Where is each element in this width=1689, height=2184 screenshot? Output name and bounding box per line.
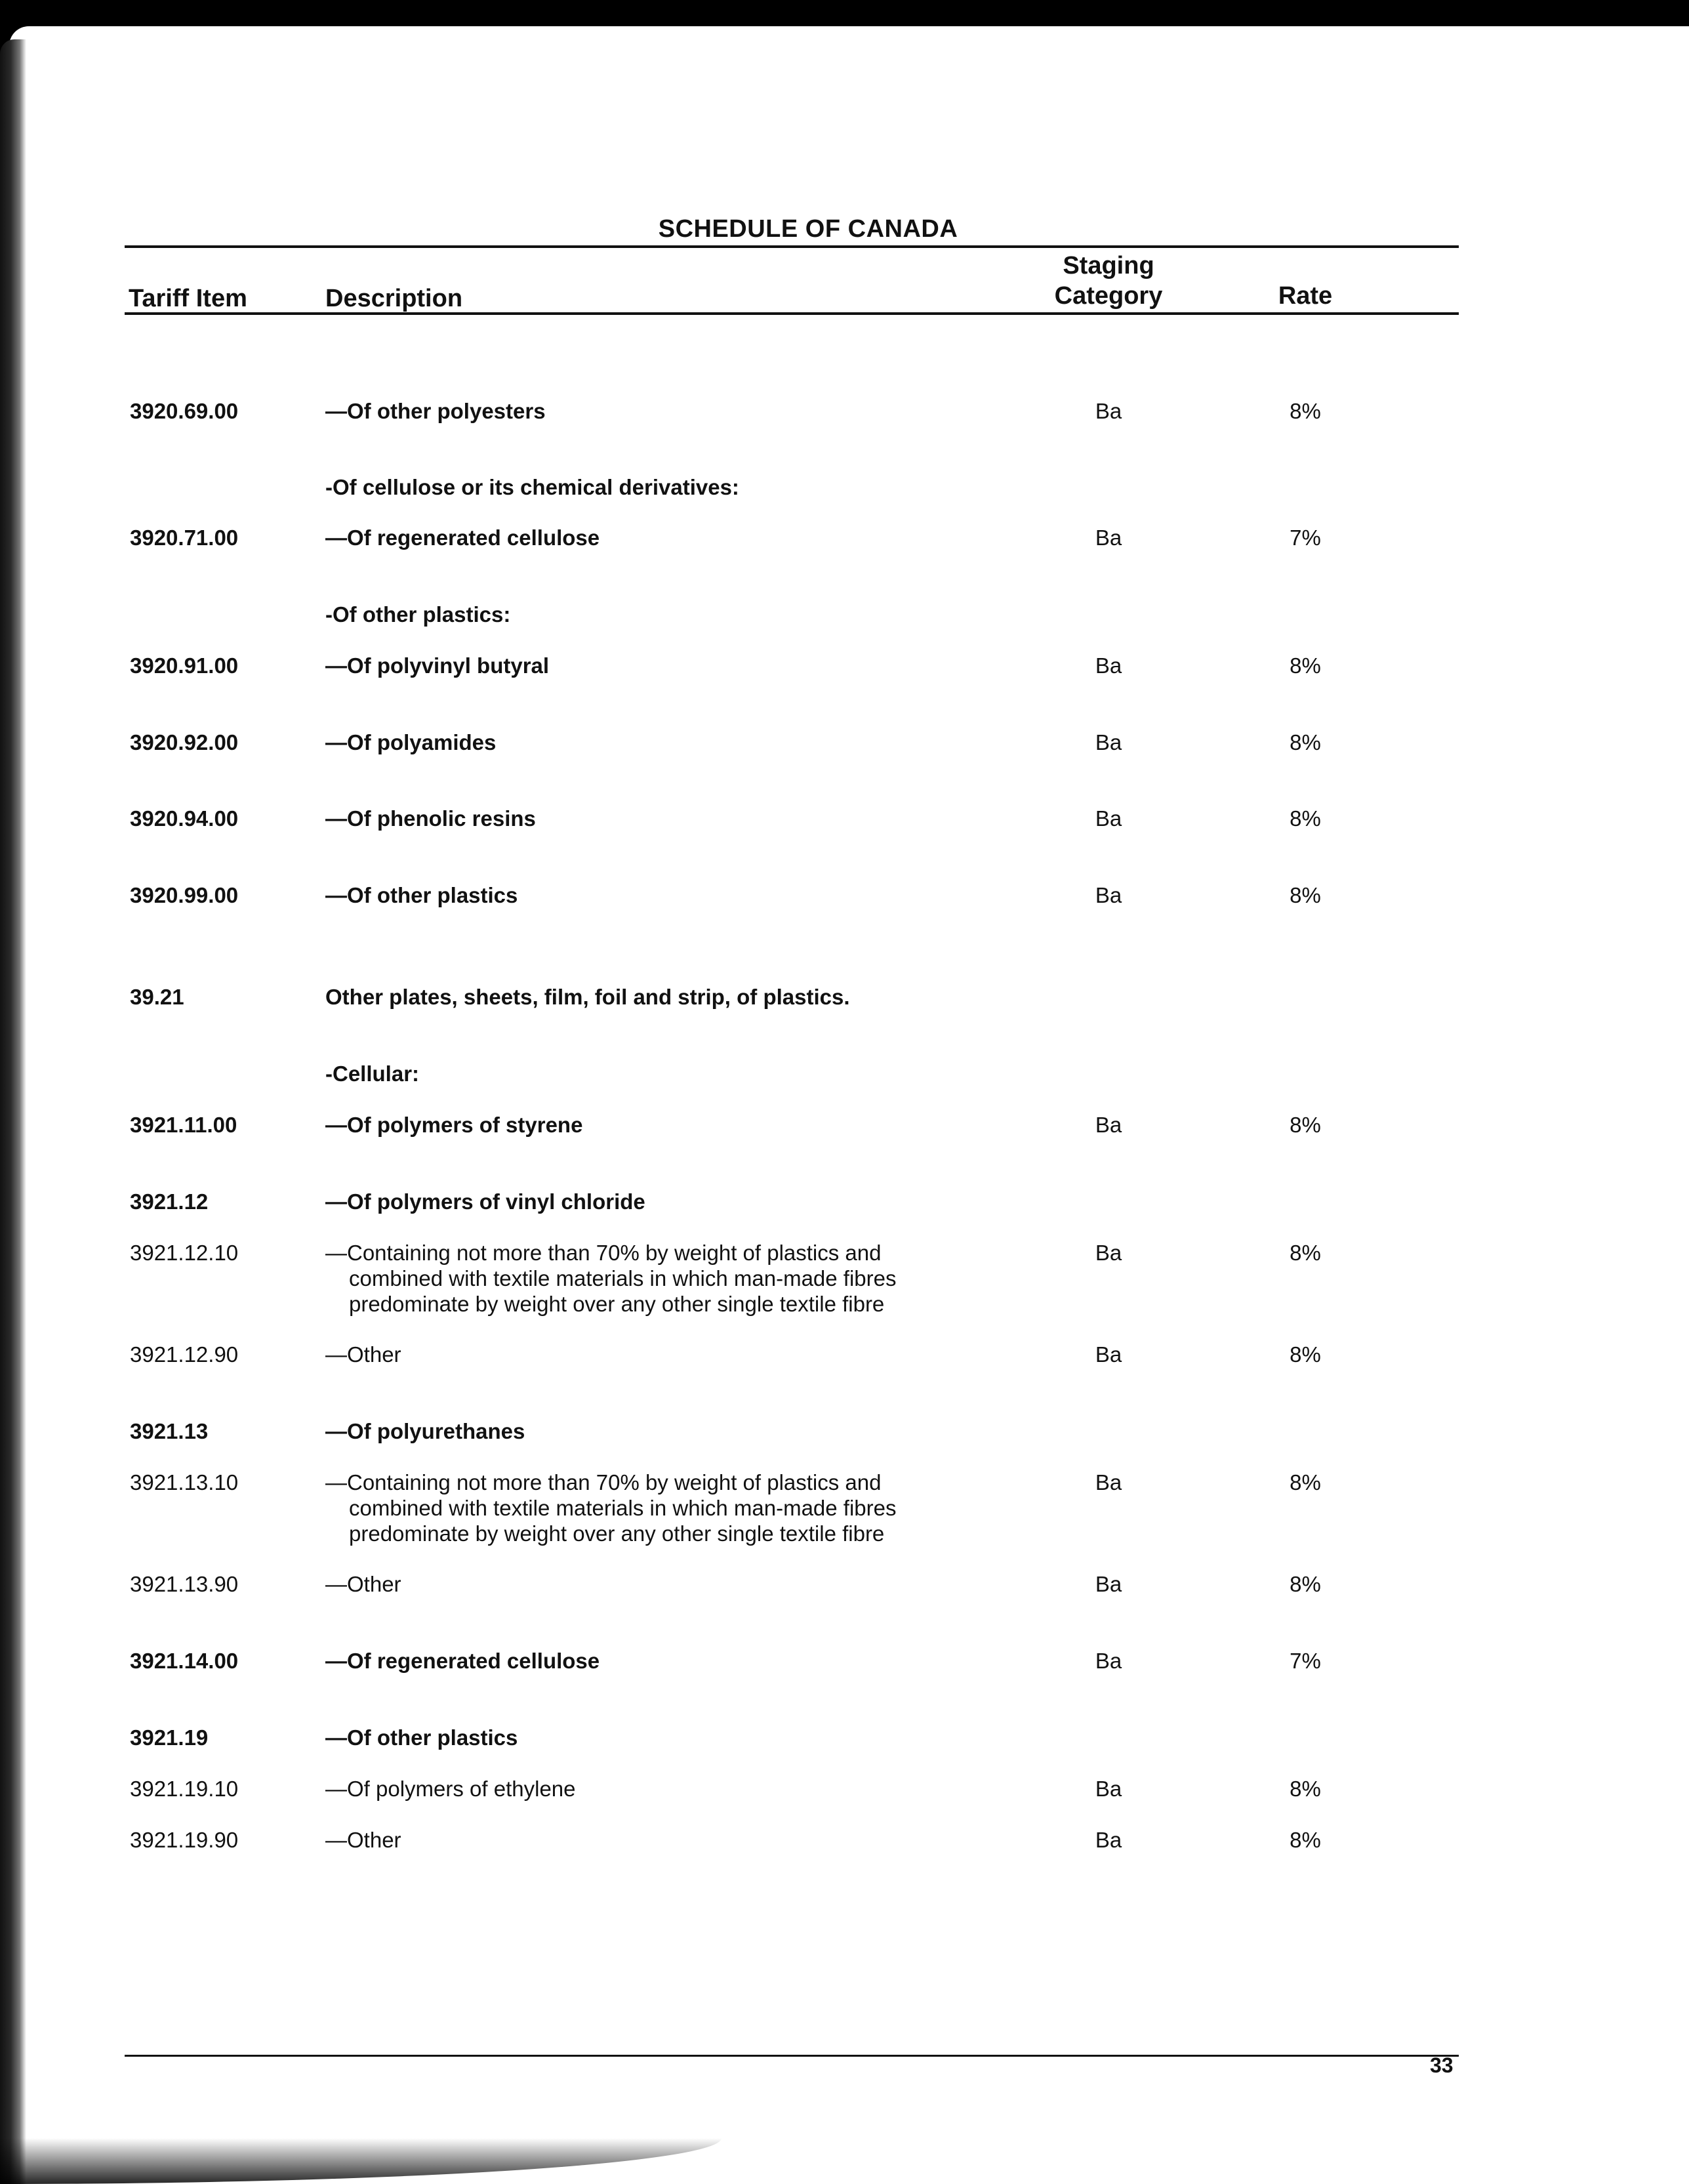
tariff-item-code: 3921.12 bbox=[130, 1189, 209, 1214]
staging-category: Ba bbox=[1095, 1241, 1122, 1265]
duty-rate: 8% bbox=[1290, 1572, 1321, 1596]
column-header-rate: Rate bbox=[1278, 282, 1333, 310]
item-description: —Of polymers of vinyl chloride bbox=[325, 1189, 645, 1214]
tariff-item-code: 3921.13.10 bbox=[130, 1470, 239, 1494]
document-page bbox=[9, 26, 1689, 2184]
tariff-item-code: 3920.92.00 bbox=[130, 730, 239, 754]
item-description: -Of other plastics: bbox=[325, 602, 511, 627]
duty-rate: 8% bbox=[1290, 1777, 1321, 1801]
staging-category: Ba bbox=[1095, 399, 1122, 423]
staging-category: Ba bbox=[1095, 1113, 1122, 1137]
staging-category: Ba bbox=[1095, 883, 1122, 907]
staging-category: Ba bbox=[1095, 1649, 1122, 1673]
duty-rate: 8% bbox=[1290, 883, 1321, 907]
duty-rate: 8% bbox=[1290, 1828, 1321, 1852]
column-header-staging-category: Staging Category bbox=[1054, 252, 1163, 310]
staging-category: Ba bbox=[1095, 730, 1122, 754]
tariff-item-code: 3921.13 bbox=[130, 1419, 209, 1443]
staging-category: Ba bbox=[1095, 1572, 1122, 1596]
item-description: —Of polyvinyl butyral bbox=[325, 653, 550, 678]
duty-rate: 8% bbox=[1290, 399, 1321, 423]
duty-rate: 8% bbox=[1290, 730, 1321, 754]
item-description: —Of polyurethanes bbox=[325, 1419, 525, 1443]
item-description: —Other bbox=[325, 1342, 401, 1367]
column-header-tariff-item: Tariff Item bbox=[129, 285, 247, 312]
item-description: —Of polymers of styrene bbox=[325, 1113, 583, 1137]
column-header-description: Description bbox=[325, 285, 463, 312]
item-description: —Of polymers of ethylene bbox=[325, 1777, 576, 1801]
duty-rate: 7% bbox=[1290, 525, 1321, 550]
document-title: SCHEDULE OF CANADA bbox=[658, 215, 958, 243]
tariff-item-code: 3920.71.00 bbox=[130, 525, 239, 550]
item-description: —Of regenerated cellulose bbox=[325, 525, 600, 550]
item-description: —Of other plastics bbox=[325, 1725, 518, 1750]
header-rule bbox=[125, 312, 1459, 315]
tariff-item-code: 3921.13.90 bbox=[130, 1572, 239, 1596]
tariff-item-code: 3921.19.10 bbox=[130, 1777, 239, 1801]
staging-category: Ba bbox=[1095, 653, 1122, 678]
tariff-item-code: 3921.14.00 bbox=[130, 1649, 239, 1673]
tariff-item-code: 3920.99.00 bbox=[130, 883, 239, 907]
item-description: —Of regenerated cellulose bbox=[325, 1649, 600, 1673]
footer-rule bbox=[125, 2055, 1459, 2057]
item-description: —Containing not more than 70% by weight of plastics and combined with textile materials in which man-made fibres predominate by weight over any other single textile fibre bbox=[325, 1470, 897, 1546]
staging-category: Ba bbox=[1095, 1470, 1122, 1494]
duty-rate: 8% bbox=[1290, 1342, 1321, 1367]
duty-rate: 7% bbox=[1290, 1649, 1321, 1673]
item-description: —Of polyamides bbox=[325, 730, 497, 754]
item-description: —Of other polyesters bbox=[325, 399, 546, 423]
tariff-item-code: 3921.11.00 bbox=[130, 1113, 237, 1137]
item-description: -Cellular: bbox=[325, 1061, 420, 1086]
staging-category: Ba bbox=[1095, 1777, 1122, 1801]
item-description: —Other bbox=[325, 1828, 401, 1852]
duty-rate: 8% bbox=[1290, 653, 1321, 678]
item-description: —Containing not more than 70% by weight of plastics and combined with textile materials in which man-made fibres predominate by weight over any other single textile fibre bbox=[325, 1241, 897, 1316]
tariff-item-code: 39.21 bbox=[130, 985, 184, 1009]
tariff-item-code: 3921.12.90 bbox=[130, 1342, 239, 1367]
item-description: -Of cellulose or its chemical derivatives: bbox=[325, 475, 739, 499]
page-number: 33 bbox=[1430, 2053, 1454, 2077]
duty-rate: 8% bbox=[1290, 806, 1321, 831]
item-description: Other plates, sheets, film, foil and strip, of plastics. bbox=[325, 985, 850, 1009]
tariff-item-code: 3920.69.00 bbox=[130, 399, 239, 423]
item-description: —Of other plastics bbox=[325, 883, 518, 907]
staging-category: Ba bbox=[1095, 525, 1122, 550]
tariff-item-code: 3921.19.90 bbox=[130, 1828, 239, 1852]
tariff-item-code: 3921.12.10 bbox=[130, 1241, 239, 1265]
staging-category: Ba bbox=[1095, 1342, 1122, 1367]
tariff-item-code: 3921.19 bbox=[130, 1725, 209, 1750]
duty-rate: 8% bbox=[1290, 1241, 1321, 1265]
tariff-item-code: 3920.91.00 bbox=[130, 653, 239, 678]
duty-rate: 8% bbox=[1290, 1113, 1321, 1137]
staging-category: Ba bbox=[1095, 1828, 1122, 1852]
item-description: —Of phenolic resins bbox=[325, 806, 536, 831]
staging-category: Ba bbox=[1095, 806, 1122, 831]
item-description: —Other bbox=[325, 1572, 401, 1596]
binding-shadow bbox=[0, 39, 26, 2184]
duty-rate: 8% bbox=[1290, 1470, 1321, 1494]
tariff-item-code: 3920.94.00 bbox=[130, 806, 239, 831]
title-rule bbox=[125, 245, 1459, 248]
